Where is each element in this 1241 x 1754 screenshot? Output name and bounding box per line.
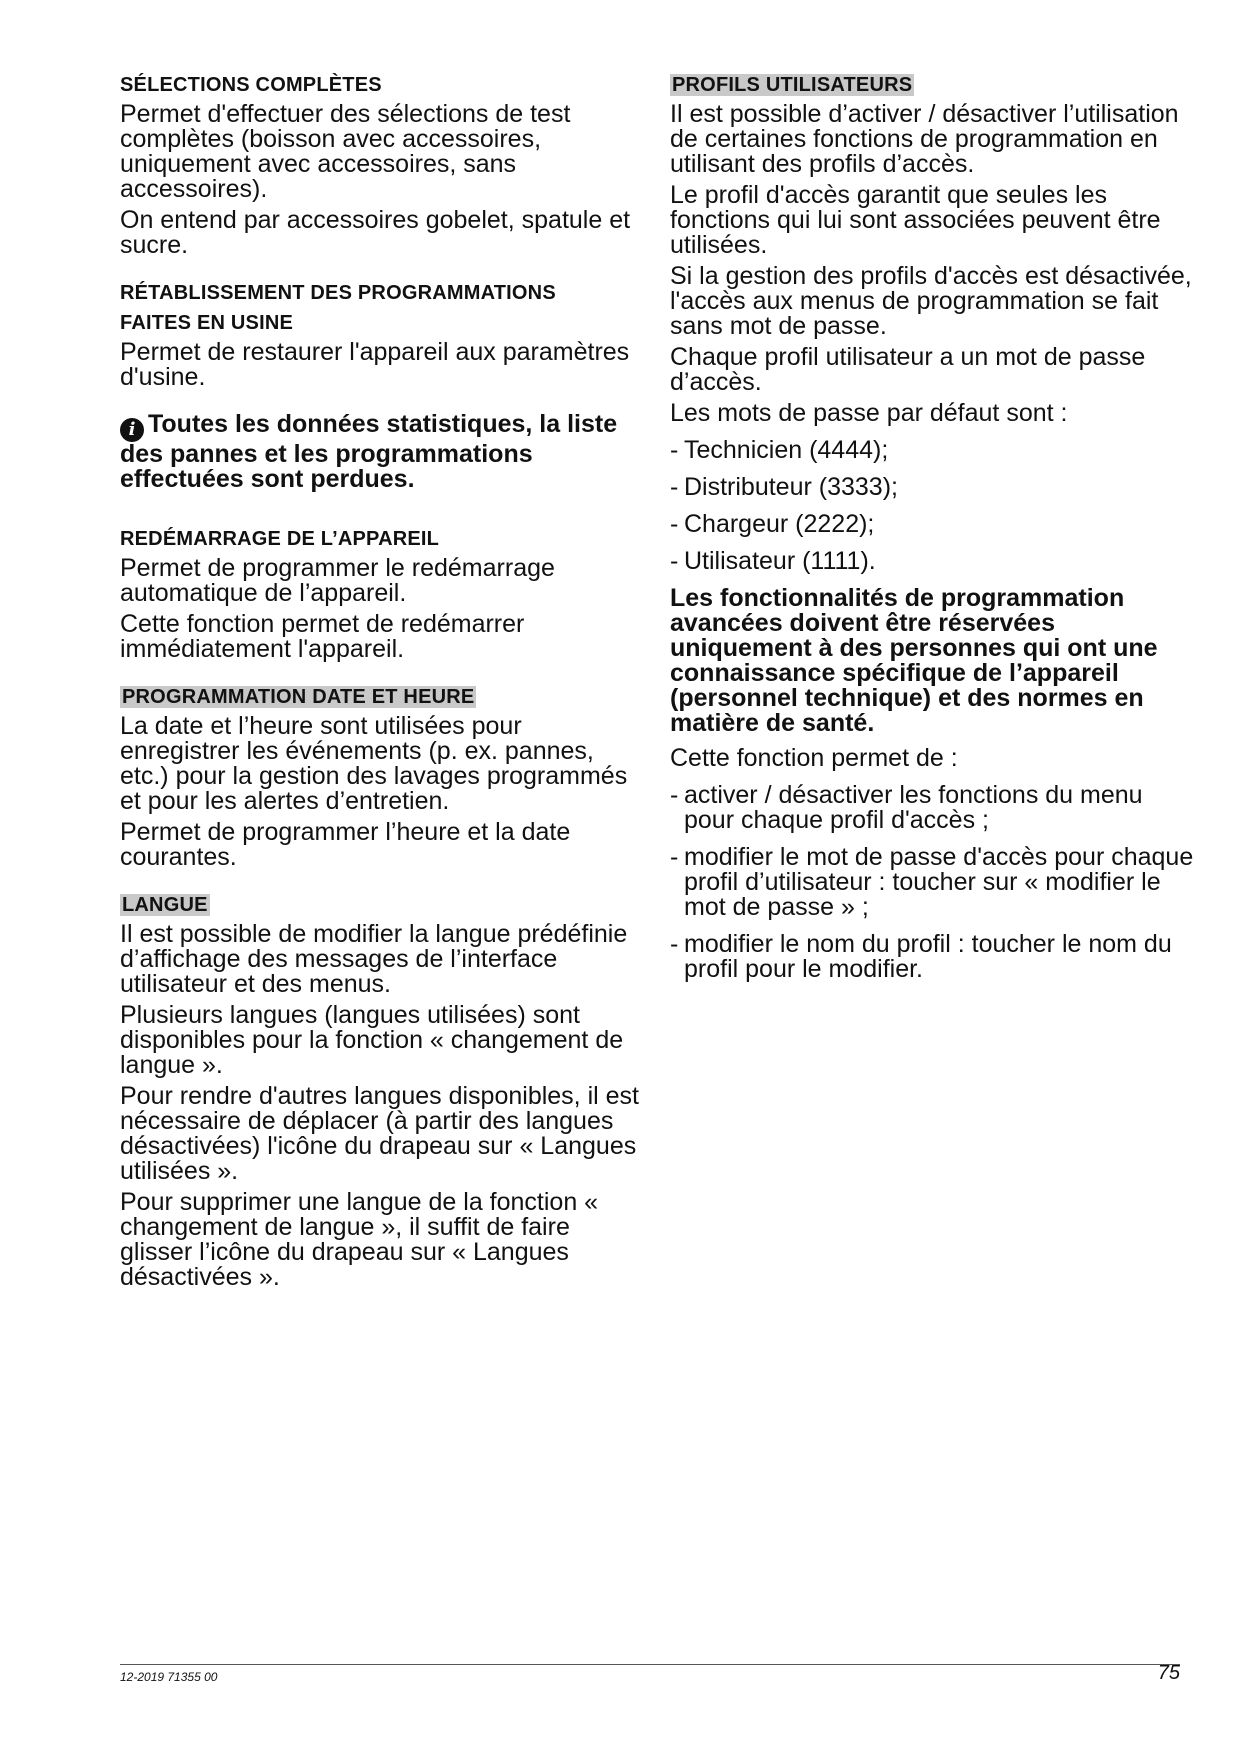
footer-divider (120, 1664, 1180, 1665)
paragraph: On entend par accessoires gobelet, spatule et sucre. (120, 206, 631, 259)
paragraph: Permet de programmer le redémarrage automatique de l’appareil. (120, 554, 555, 607)
paragraph: Chaque profil utilisateur a un mot de passe d’accès. (670, 343, 1146, 396)
section-langue (120, 892, 640, 1290)
paragraph: Il est possible d’activer / désactiver l’utilisation de certaines fonctions de programmation en utilisant des profils d’accès. (670, 100, 1179, 178)
paragraph: Si la gestion des profils d'accès est désactivée, l'accès aux menus de programmation se fait sans mot de passe. (670, 262, 1192, 340)
paragraph: Permet de programmer l’heure et la date courantes. (120, 818, 571, 871)
page-number: 75 (1157, 1662, 1180, 1684)
paragraph: Le profil d'accès garantit que seules les fonctions qui lui sont associées peuvent être utilisées. (670, 181, 1161, 259)
list-item: - activer / désactiver les fonctions du menu pour chaque profil d'accès ; (670, 783, 1195, 833)
paragraph: La date et l’heure sont utilisées pour enregistrer les événements (p. ex. pannes, etc.) pour la gestion des lavages programmés et pour les alertes d’entretien. (120, 712, 628, 815)
section-retablissement (120, 280, 640, 390)
warning-note (120, 412, 640, 492)
list-item: - Utilisateur (1111). (670, 549, 1195, 574)
paragraph: Pour supprimer une langue de la fonction « changement de langue », il suffit de faire glisser l’icône du drapeau sur « Langues désactivées ». (120, 1188, 599, 1291)
section-heading: RÉTABLISSEMENT DES PROGRAMMATIONS (120, 282, 556, 304)
document-code: 12-2019 71355 00 (120, 1670, 218, 1684)
paragraph: Les mots de passe par défaut sont : (670, 399, 1068, 427)
section-heading: SÉLECTIONS COMPLÈTES (120, 74, 382, 96)
list-item: - Chargeur (2222); (670, 512, 1195, 537)
function-list (670, 783, 1195, 982)
paragraph: Permet de restaurer l'appareil aux paramètres d'usine. (120, 338, 630, 391)
section-selections-completes (120, 72, 640, 258)
left-column (120, 72, 640, 1312)
password-list (670, 438, 1195, 574)
list-item: - Distributeur (3333); (670, 475, 1195, 500)
list-item: - Technicien (4444); (670, 438, 1195, 463)
section-heading (120, 684, 640, 710)
bold-notice: Les fonctionnalités de programmation avancées doivent être réservées uniquement à des personnes qui ont une connaissance spécifique de l’appareil (personnel technique) et des normes en matière de santé. (670, 584, 1158, 737)
paragraph: Il est possible de modifier la langue prédéfinie d’affichage des messages de l’interface utilisateur et des menus. (120, 920, 628, 998)
section-redemarrage (120, 526, 640, 662)
paragraph: Permet d'effectuer des sélections de test complètes (boisson avec accessoires, uniquement avec accessoires, sans accessoires). (120, 100, 571, 203)
section-heading (120, 892, 640, 918)
section-heading-line2: FAITES EN USINE (120, 312, 294, 334)
highlighted-heading: PROFILS UTILISATEURS (672, 74, 913, 96)
list-item: - modifier le nom du profil : toucher le nom du profil pour le modifier. (670, 932, 1195, 982)
info-icon: i (120, 418, 144, 442)
paragraph: Cette fonction permet de redémarrer immédiatement l'appareil. (120, 610, 525, 663)
paragraph: Cette fonction permet de : (670, 744, 958, 772)
right-column (670, 72, 1195, 994)
highlighted-heading: PROGRAMMATION DATE ET HEURE (122, 686, 475, 708)
paragraph: Plusieurs langues (langues utilisées) sont disponibles pour la fonction « changement de langue ». (120, 1001, 624, 1079)
highlighted-heading: LANGUE (122, 894, 208, 916)
warning-text: Toutes les données statistiques, la liste des pannes et les programmations effectuées sont perdues. (120, 410, 618, 493)
section-heading: REDÉMARRAGE DE L’APPAREIL (120, 528, 440, 550)
section-heading (670, 72, 1195, 98)
list-item: - modifier le mot de passe d'accès pour chaque profil d’utilisateur : toucher sur « modifier le mot de passe » ; (670, 845, 1195, 920)
section-date-heure (120, 684, 640, 870)
paragraph: Pour rendre d'autres langues disponibles, il est nécessaire de déplacer (à partir des langues désactivées) l'icône du drapeau sur « Langues utilisées ». (120, 1082, 639, 1185)
